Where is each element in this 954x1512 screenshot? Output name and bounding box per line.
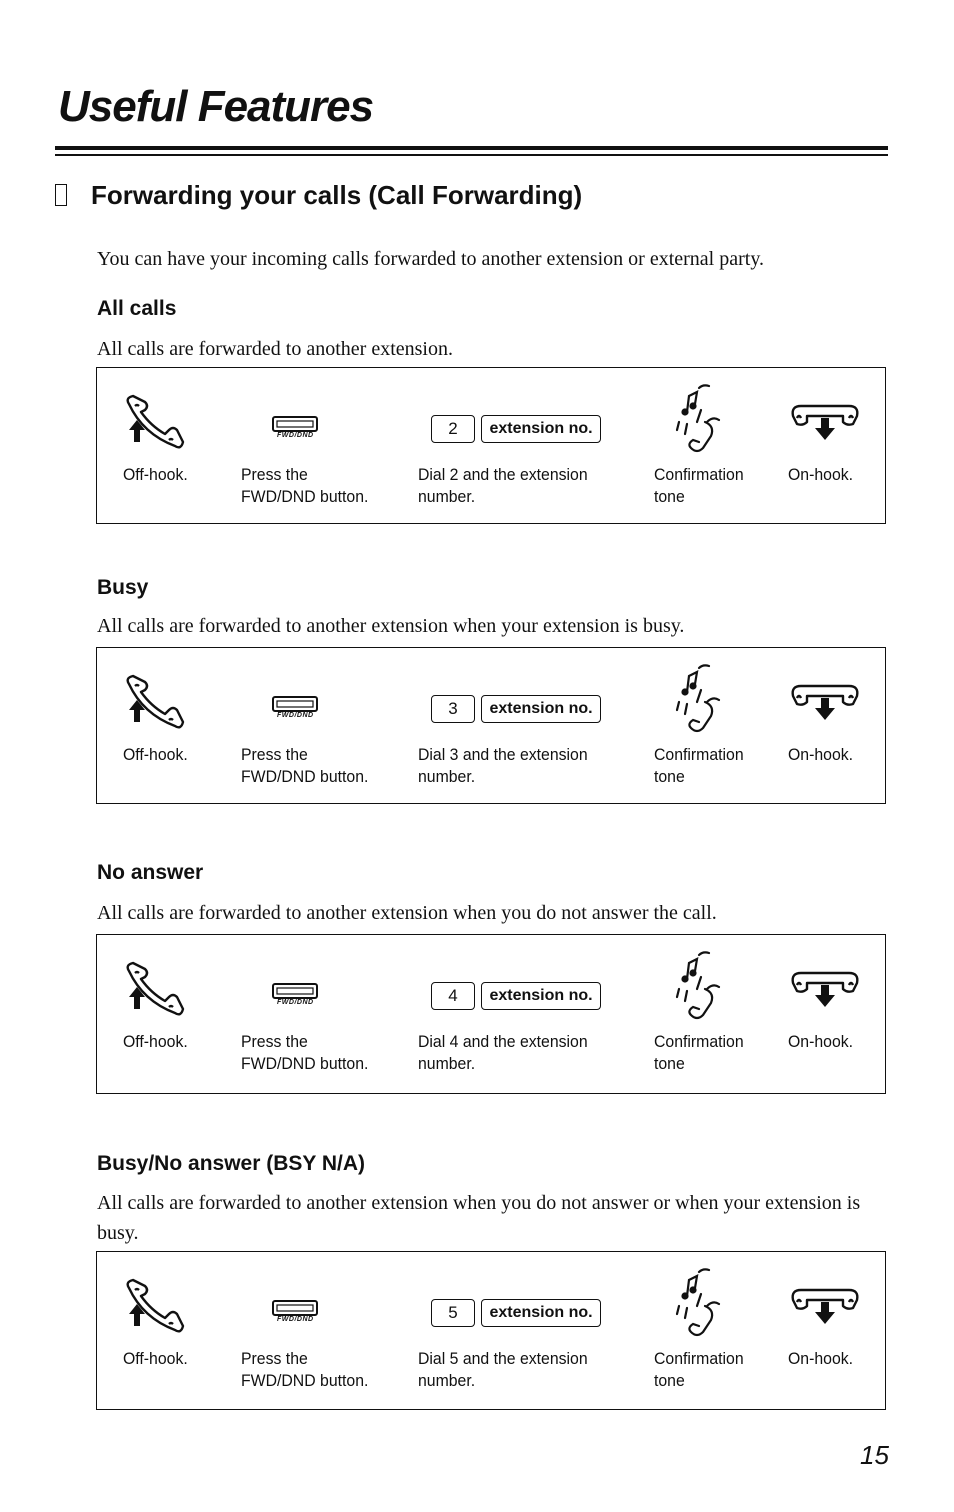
- confirmation-tone-icon: [665, 662, 735, 738]
- caption-confirm-line2: tone: [654, 487, 685, 506]
- caption-confirm-line1: Confirmation: [654, 745, 744, 764]
- caption-onhook: On-hook.: [788, 1032, 854, 1051]
- caption-dial-line1: Dial 5 and the extension: [418, 1349, 588, 1368]
- caption-dial-line2: number.: [418, 1371, 476, 1390]
- fwd-dnd-button-label: FWD/DND: [277, 1316, 314, 1323]
- extension-key: extension no.: [481, 1299, 601, 1327]
- caption-press-fwd: [241, 464, 368, 508]
- offhook-handset-icon: [121, 1278, 201, 1342]
- caption-onhook: On-hook.: [788, 1349, 854, 1368]
- caption-press-line2: FWD/DND button.: [241, 1054, 369, 1073]
- caption-dial-line2: number.: [418, 1054, 476, 1073]
- subheading-busy: Busy: [97, 576, 149, 599]
- confirmation-tone-icon: [665, 949, 735, 1025]
- caption-dial-line1: Dial 4 and the extension: [418, 1032, 588, 1051]
- subheading-busy-no-answer: Busy/No answer (BSY N/A): [97, 1152, 366, 1175]
- caption-dial-line1: Dial 3 and the extension: [418, 745, 588, 764]
- caption-dial-line1: Dial 2 and the extension: [418, 465, 588, 484]
- page-title: Useful Features: [58, 82, 374, 131]
- caption-confirm-line1: Confirmation: [654, 1032, 744, 1051]
- fwd-dnd-button-label: FWD/DND: [277, 999, 314, 1006]
- caption-dial: [418, 1031, 588, 1075]
- onhook-handset-icon: [787, 965, 867, 1025]
- caption-dial-line2: number.: [418, 487, 476, 506]
- desc-busy-no-answer: All calls are forwarded to another extension when you do not answer or when your extension is busy.: [97, 1192, 861, 1244]
- caption-confirmation: [654, 1031, 744, 1075]
- steps-box-busy: [96, 647, 886, 804]
- digit-key: 4: [431, 982, 475, 1010]
- onhook-handset-icon: [787, 678, 867, 738]
- steps-box-busy-no-answer: [96, 1251, 886, 1410]
- offhook-handset-icon: [121, 961, 201, 1025]
- section-title: [55, 180, 582, 211]
- caption-offhook: Off-hook.: [123, 1349, 188, 1368]
- extension-key: extension no.: [481, 415, 601, 443]
- caption-press-line2: FWD/DND button.: [241, 487, 369, 506]
- caption-confirmation: [654, 464, 744, 508]
- caption-confirmation: [654, 1348, 744, 1392]
- caption-press-line1: Press the: [241, 1032, 308, 1051]
- section-bullet-icon: [55, 184, 67, 206]
- section-title-text: Forwarding your calls (Call Forwarding): [91, 180, 583, 210]
- onhook-handset-icon: [787, 1282, 867, 1342]
- caption-confirm-line1: Confirmation: [654, 1349, 744, 1368]
- caption-press-line1: Press the: [241, 1349, 308, 1368]
- confirmation-tone-icon: [665, 382, 735, 458]
- caption-offhook: Off-hook.: [123, 745, 188, 764]
- onhook-handset-icon: [787, 398, 867, 458]
- caption-dial: [418, 1348, 588, 1392]
- caption-press-line2: FWD/DND button.: [241, 767, 369, 786]
- desc-busy: All calls are forwarded to another extension when your extension is busy.: [97, 615, 685, 637]
- page-number: 15: [860, 1440, 889, 1470]
- offhook-handset-icon: [121, 394, 201, 458]
- caption-confirm-line2: tone: [654, 1054, 685, 1073]
- caption-offhook: Off-hook.: [123, 465, 188, 484]
- caption-onhook: On-hook.: [788, 465, 854, 484]
- extension-key: extension no.: [481, 695, 601, 723]
- caption-dial-line2: number.: [418, 767, 476, 786]
- caption-press-line1: Press the: [241, 745, 308, 764]
- subheading-all-calls: All calls: [97, 297, 177, 320]
- caption-confirm-line2: tone: [654, 1371, 685, 1390]
- caption-offhook: Off-hook.: [123, 1032, 188, 1051]
- caption-press-line2: FWD/DND button.: [241, 1371, 369, 1390]
- steps-box-no-answer: [96, 934, 886, 1094]
- caption-onhook: On-hook.: [788, 745, 854, 764]
- fwd-dnd-button-label: FWD/DND: [277, 432, 314, 439]
- title-rule-thick: [55, 146, 888, 150]
- intro-text: You can have your incoming calls forwarded to another extension or external party.: [97, 248, 765, 270]
- fwd-dnd-button-label: FWD/DND: [277, 712, 314, 719]
- caption-confirm-line2: tone: [654, 767, 685, 786]
- confirmation-tone-icon: [665, 1266, 735, 1342]
- caption-confirmation: [654, 744, 744, 788]
- digit-key: 3: [431, 695, 475, 723]
- caption-press-fwd: [241, 744, 368, 788]
- desc-all-calls: All calls are forwarded to another extension.: [97, 338, 453, 360]
- extension-key: extension no.: [481, 982, 601, 1010]
- steps-box-all-calls: [96, 367, 886, 524]
- caption-press-fwd: [241, 1031, 368, 1075]
- caption-press-line1: Press the: [241, 465, 308, 484]
- desc-no-answer: All calls are forwarded to another extension when you do not answer the call.: [97, 902, 717, 924]
- caption-dial: [418, 744, 588, 788]
- caption-confirm-line1: Confirmation: [654, 465, 744, 484]
- subheading-no-answer: No answer: [97, 861, 204, 884]
- caption-dial: [418, 464, 588, 508]
- digit-key: 2: [431, 415, 475, 443]
- offhook-handset-icon: [121, 674, 201, 738]
- digit-key: 5: [431, 1299, 475, 1327]
- caption-press-fwd: [241, 1348, 368, 1392]
- title-rule-thin: [55, 154, 888, 156]
